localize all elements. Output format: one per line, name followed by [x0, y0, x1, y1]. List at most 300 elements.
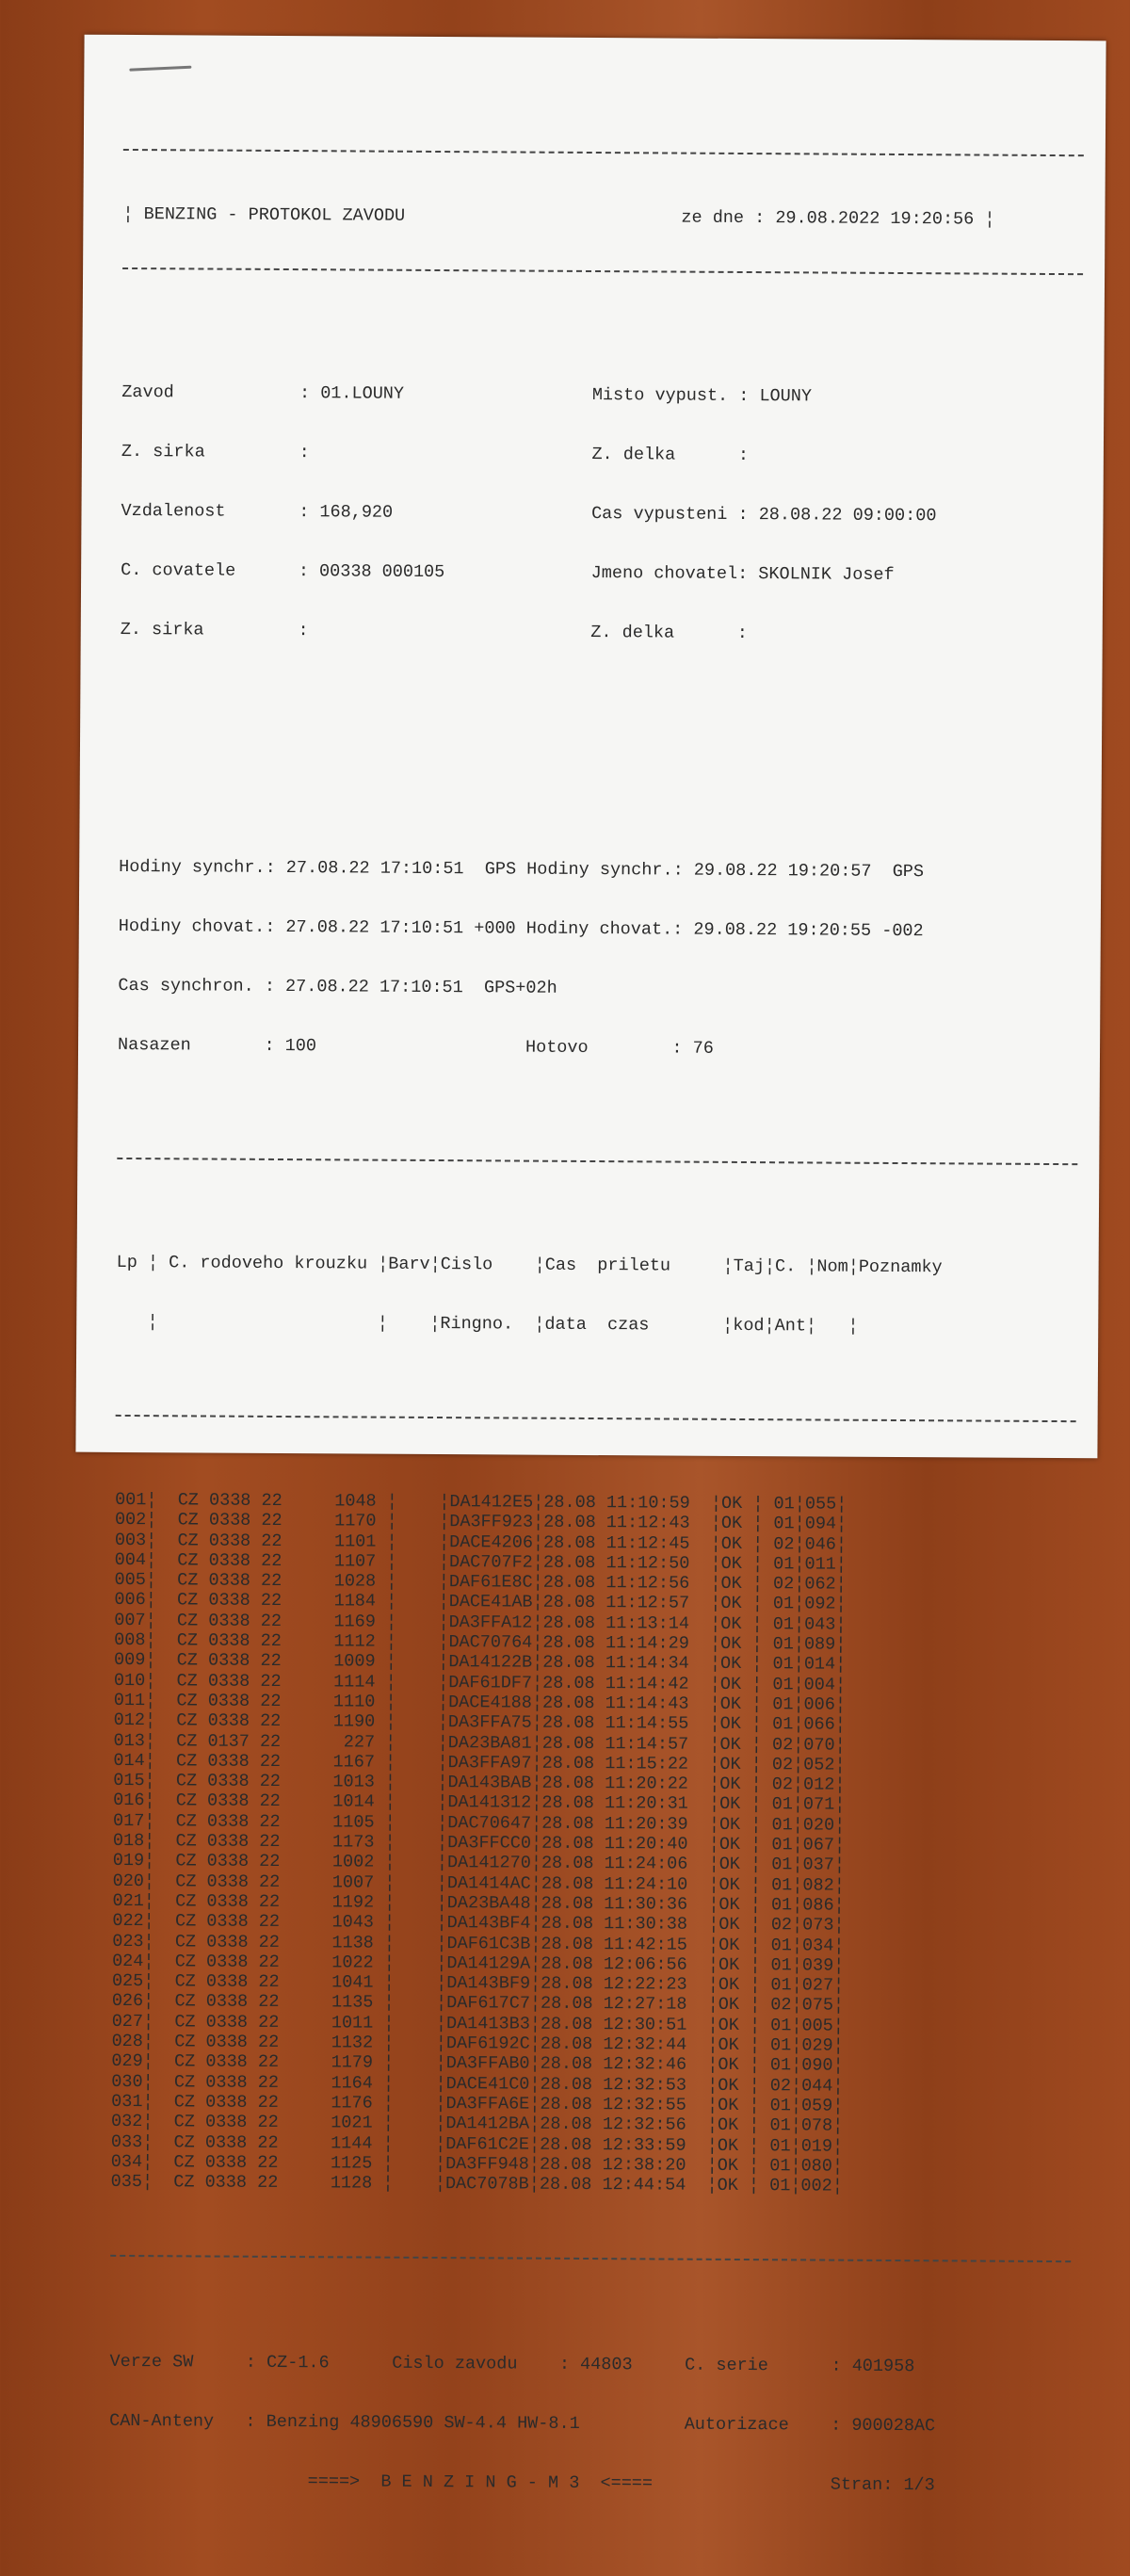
row-nom: 082¦	[802, 1875, 845, 1896]
row-antenna: 01¦	[772, 1634, 805, 1655]
row-nom: 078¦	[800, 2115, 844, 2136]
row-code: OK ¦	[720, 1533, 774, 1554]
row-time: 11:12:43 ¦	[605, 1513, 721, 1534]
sync-line: Hodiny synchr.: 27.08.22 17:10:51 GPS Hodiny synchr.: 29.08.22 19:20:57 GPS	[119, 856, 925, 883]
row-ring-number: 1167 ¦ ¦	[322, 1752, 448, 1773]
row-date: 28.08	[541, 1813, 605, 1834]
sync-line: Hodiny chovat.: 27.08.22 17:10:51 +000 Hodiny chovat.: 29.08.22 19:20:55 -002	[118, 915, 924, 942]
footer-line: CAN-Anteny : Benzing 48906590 SW-4.4 HW-8.1 Autorizace : 900028AC	[109, 2411, 936, 2437]
row-ring: CZ 0338 22	[175, 1851, 322, 1872]
row-chip: DACE41AB¦	[448, 1592, 543, 1613]
race-info	[120, 343, 1082, 685]
row-nom: 027¦	[801, 1975, 845, 1996]
row-code: OK ¦	[718, 2095, 770, 2116]
row-ring-number: 1179 ¦ ¦	[320, 2052, 446, 2074]
row-time: 11:15:22 ¦	[605, 1753, 720, 1774]
row-time: 11:20:22 ¦	[605, 1774, 720, 1795]
row-chip: DA1414AC¦	[446, 1872, 541, 1894]
row-ring: CZ 0338 22	[176, 1630, 324, 1652]
row-time: 11:30:36 ¦	[604, 1894, 719, 1915]
row-ring: CZ 0338 22	[176, 1611, 324, 1632]
row-nom: 080¦	[800, 2156, 844, 2177]
row-chip: DA143BF4¦	[446, 1913, 541, 1934]
row-code: OK ¦	[720, 1613, 773, 1634]
row-date: 28.08	[540, 2054, 604, 2075]
row-antenna: 01¦	[772, 1654, 804, 1675]
row-code: OK ¦	[718, 1874, 772, 1895]
row-date: 28.08	[540, 2033, 604, 2055]
row-nom: 090¦	[801, 2055, 844, 2076]
row-code: OK ¦	[719, 1774, 772, 1795]
row-ring-number: 1176 ¦ ¦	[320, 2093, 446, 2114]
dashed-separator	[116, 1415, 1076, 1433]
info-line: Vzdalenost : 168,920 Cas vypusteni : 28.08.22 09:00:00	[121, 500, 937, 527]
row-time: 11:24:10 ¦	[604, 1873, 719, 1895]
row-code: OK ¦	[720, 1594, 773, 1614]
row-lp: 017¦	[112, 1810, 176, 1832]
row-ring-number: 1043 ¦ ¦	[321, 1912, 447, 1934]
row-chip: DAF6192C¦	[445, 2033, 541, 2054]
row-date: 28.08	[541, 1712, 605, 1734]
row-nom: 011¦	[804, 1554, 847, 1575]
row-chip: DA3FF948¦	[445, 2153, 541, 2175]
row-time: 11:20:31 ¦	[604, 1793, 720, 1815]
row-lp: 022¦	[112, 1911, 176, 1932]
row-ring-number: 1002 ¦ ¦	[321, 1852, 448, 1873]
row-time: 12:06:56 ¦	[603, 1953, 719, 1975]
row-code: OK ¦	[720, 1574, 774, 1595]
row-code: OK ¦	[718, 2075, 770, 2096]
row-time: 12:32:44 ¦	[603, 2034, 718, 2055]
row-ring-number: 1022 ¦ ¦	[321, 1952, 447, 1973]
row-ring-number: 1028 ¦ ¦	[323, 1571, 449, 1593]
row-code: OK ¦	[718, 1954, 771, 1976]
row-antenna: 01¦	[772, 1694, 804, 1715]
row-ring-number: 1048 ¦ ¦	[324, 1491, 450, 1513]
row-lp: 006¦	[114, 1590, 178, 1611]
row-nom: 006¦	[803, 1694, 847, 1715]
row-antenna: 01¦	[771, 1874, 803, 1896]
row-lp: 020¦	[112, 1871, 176, 1891]
row-lp: 015¦	[113, 1771, 176, 1791]
row-ring-number: 1011 ¦ ¦	[320, 2012, 447, 2033]
row-nom: 046¦	[804, 1533, 848, 1555]
row-date: 28.08	[539, 2154, 603, 2175]
row-ring-number: 1101 ¦ ¦	[323, 1531, 450, 1552]
row-antenna: 01¦	[770, 1895, 803, 1916]
row-chip: DAF61C3B¦	[446, 1933, 541, 1954]
row-code: OK ¦	[719, 1674, 773, 1694]
row-antenna: 01¦	[773, 1494, 805, 1515]
row-code: OK ¦	[718, 2015, 771, 2035]
row-ring: CZ 0338 22	[177, 1490, 325, 1512]
row-code: OK ¦	[719, 1734, 773, 1755]
row-antenna: 02¦	[770, 1995, 802, 2016]
row-date: 28.08	[540, 2074, 604, 2095]
row-chip: DAC707F2¦	[448, 1551, 543, 1573]
row-antenna: 01¦	[770, 2015, 802, 2036]
row-nom: 012¦	[803, 1774, 846, 1795]
row-date: 28.08	[542, 1532, 606, 1553]
row-antenna: 01¦	[769, 2155, 801, 2177]
row-ring-number: 1132 ¦ ¦	[320, 2033, 446, 2054]
row-date: 28.08	[540, 2014, 604, 2034]
protocol-header	[122, 204, 1083, 230]
row-date: 28.08	[541, 1934, 605, 1954]
row-ring-number: 1135 ¦ ¦	[320, 1992, 447, 2014]
row-code: OK ¦	[718, 1995, 771, 2016]
row-ring-number: 1110 ¦ ¦	[322, 1692, 449, 1713]
row-ring-number: 1169 ¦ ¦	[323, 1612, 449, 1632]
row-ring-number: 1184 ¦ ¦	[323, 1591, 449, 1612]
row-code: OK ¦	[720, 1633, 773, 1655]
row-chip: DAC70764¦	[448, 1632, 543, 1653]
row-ring-number: 1107 ¦ ¦	[323, 1551, 450, 1572]
row-ring: CZ 0338 22	[175, 1790, 323, 1812]
row-ring: CZ 0338 22	[173, 2071, 321, 2093]
info-line: C. covatele : 00338 000105 Jmeno chovatel: SKOLNIK Josef	[121, 559, 895, 585]
row-date: 28.08	[542, 1572, 606, 1594]
row-ring: CZ 0338 22	[173, 2092, 321, 2114]
row-code: OK ¦	[718, 1935, 771, 1955]
row-time: 12:30:51 ¦	[603, 2014, 718, 2035]
row-nom: 044¦	[801, 2076, 844, 2097]
row-lp: 021¦	[112, 1890, 176, 1912]
row-ring-number: 1009 ¦ ¦	[323, 1651, 449, 1673]
row-nom: 092¦	[804, 1594, 847, 1615]
row-ring: CZ 0338 22	[175, 1751, 323, 1773]
row-code: OK ¦	[719, 1714, 773, 1735]
row-code: OK ¦	[718, 1814, 772, 1835]
row-date: 28.08	[542, 1653, 605, 1674]
printout-page	[75, 35, 1106, 2496]
row-ring: CZ 0338 22	[175, 1771, 323, 1792]
row-ring: CZ 0338 22	[173, 2152, 320, 2174]
row-chip: DA14129A¦	[446, 1952, 541, 1974]
row-antenna: 01¦	[770, 1935, 803, 1955]
row-nom: 043¦	[804, 1614, 847, 1635]
row-ring: CZ 0338 22	[174, 2051, 321, 2073]
row-chip: DA1412BA¦	[445, 2114, 541, 2134]
row-antenna: 02¦	[769, 2075, 802, 2097]
row-lp: 026¦	[111, 1991, 175, 2012]
protocol-title: ¦ BENZING - PROTOKOL ZAVODU	[122, 203, 406, 226]
row-date: 28.08	[543, 1513, 606, 1533]
row-lp: 030¦	[111, 2071, 175, 2092]
row-date: 28.08	[541, 1753, 605, 1774]
row-date: 28.08	[541, 1693, 605, 1714]
row-time: 11:12:57 ¦	[605, 1593, 721, 1614]
row-antenna: 01¦	[769, 2135, 801, 2156]
row-antenna: 02¦	[771, 1734, 804, 1755]
row-nom: 002¦	[800, 2176, 843, 2196]
row-antenna: 01¦	[772, 1674, 804, 1695]
row-date: 28.08	[542, 1612, 606, 1633]
row-ring-number: 1125 ¦ ¦	[319, 2153, 446, 2174]
row-nom: 073¦	[802, 1915, 845, 1936]
arrival-table	[111, 1490, 1076, 2198]
row-time: 11:12:56 ¦	[605, 1573, 721, 1595]
row-date: 28.08	[542, 1552, 606, 1574]
row-ring: CZ 0338 22	[176, 1691, 323, 1712]
row-chip: DACE4206¦	[449, 1531, 544, 1553]
row-chip: DA14122B¦	[448, 1652, 543, 1674]
row-date: 28.08	[541, 1793, 605, 1814]
row-date: 28.08	[541, 1953, 605, 1974]
row-code: OK ¦	[719, 1794, 772, 1815]
row-nom: 055¦	[804, 1494, 848, 1515]
row-lp: 016¦	[113, 1790, 176, 1811]
row-lp: 025¦	[111, 1971, 175, 1992]
row-code: OK ¦	[718, 1834, 772, 1855]
row-time: 12:32:56 ¦	[602, 2114, 718, 2136]
row-nom: 089¦	[803, 1634, 847, 1655]
row-nom: 029¦	[801, 2035, 844, 2056]
row-ring-number: 1112 ¦ ¦	[323, 1631, 449, 1653]
row-antenna: 01¦	[769, 2035, 802, 2056]
dashed-separator	[122, 267, 1083, 285]
row-lp: 033¦	[110, 2131, 174, 2152]
row-nom: 071¦	[802, 1794, 846, 1816]
clock-sync-info	[118, 818, 1080, 1100]
row-nom: 020¦	[802, 1815, 846, 1836]
row-lp: 019¦	[112, 1851, 176, 1871]
row-lp: 027¦	[111, 2011, 175, 2033]
row-ring-number: 1114 ¦ ¦	[322, 1671, 449, 1693]
row-date: 28.08	[541, 1973, 604, 1995]
row-ring-number: 1144 ¦ ¦	[319, 2132, 446, 2154]
row-nom: 039¦	[801, 1955, 845, 1976]
row-lp: 012¦	[113, 1710, 177, 1731]
row-time: 12:33:59 ¦	[602, 2134, 718, 2156]
row-ring: CZ 0338 22	[177, 1510, 325, 1531]
row-date: 28.08	[543, 1492, 607, 1514]
dashed-separator	[123, 149, 1084, 167]
row-ring: CZ 0338 22	[174, 1971, 322, 1993]
row-antenna: 02¦	[772, 1574, 805, 1595]
row-date: 28.08	[540, 2134, 603, 2155]
protocol-date: ze dne : 29.08.2022 19:20:56 ¦	[681, 207, 995, 230]
row-chip: DA3FFAB0¦	[445, 2053, 541, 2075]
row-chip: DA3FF923¦	[449, 1512, 544, 1533]
footer-line: Verze SW : CZ-1.6 Cislo zavodu : 44803 C. serie : 401958	[109, 2352, 915, 2377]
info-line: Zavod : 01.LOUNY Misto vypust. : LOUNY	[121, 381, 813, 407]
row-ring: CZ 0338 22	[176, 1710, 323, 1732]
footer-line: ====> B E N Z I N G - M 3 <==== Stran: 1/3	[108, 2471, 935, 2496]
row-time: 12:27:18 ¦	[603, 1994, 718, 2016]
row-lp: 032¦	[111, 2112, 174, 2132]
row-code: OK ¦	[717, 2135, 770, 2156]
row-lp: 009¦	[113, 1650, 177, 1671]
table-header-line: ¦ ¦ ¦Ringno. ¦data czas ¦kod¦Ant¦ ¦	[116, 1311, 859, 1337]
row-time: 11:12:45 ¦	[605, 1532, 721, 1554]
row-time: 11:20:40 ¦	[604, 1834, 719, 1855]
row-lp: 007¦	[114, 1610, 178, 1631]
row-date: 28.08	[541, 1893, 605, 1915]
row-chip: DA141312¦	[447, 1792, 542, 1814]
row-chip: DA143BAB¦	[447, 1773, 542, 1793]
row-lp: 010¦	[113, 1670, 177, 1692]
row-lp: 024¦	[112, 1951, 175, 1972]
row-ring-number: 1173 ¦ ¦	[321, 1832, 448, 1854]
row-ring: CZ 0338 22	[176, 1671, 324, 1692]
row-ring: CZ 0137 22	[176, 1730, 323, 1752]
row-ring: CZ 0338 22	[175, 1891, 322, 1913]
row-time: 11:14:43 ¦	[605, 1693, 720, 1714]
row-code: OK ¦	[720, 1553, 774, 1575]
row-ring-number: 1190 ¦ ¦	[322, 1711, 449, 1733]
row-ring: CZ 0338 22	[173, 2172, 320, 2194]
row-antenna: 01¦	[772, 1594, 805, 1614]
row-code: OK ¦	[717, 2175, 770, 2196]
row-lp: 029¦	[111, 2051, 175, 2072]
row-ring-number: 227 ¦ ¦	[322, 1731, 448, 1753]
row-chip: DACE41C0¦	[445, 2073, 541, 2095]
row-nom: 062¦	[804, 1574, 847, 1595]
row-time: 11:14:34 ¦	[605, 1653, 721, 1675]
row-nom: 086¦	[802, 1895, 845, 1916]
row-date: 28.08	[542, 1632, 606, 1654]
row-chip: DA23BA48¦	[446, 1893, 541, 1914]
row-time: 12:38:20 ¦	[602, 2154, 718, 2176]
row-ring: CZ 0338 22	[174, 2032, 321, 2053]
row-code: OK ¦	[720, 1493, 774, 1515]
dashed-separator	[117, 1158, 1077, 1175]
row-ring-number: 1128 ¦ ¦	[319, 2173, 446, 2195]
row-antenna: 01¦	[772, 1714, 804, 1735]
row-antenna: 01¦	[773, 1514, 805, 1534]
row-lp: 031¦	[111, 2091, 174, 2113]
protocol-footer	[108, 2312, 1070, 2535]
row-chip: DAF61DF7¦	[448, 1672, 543, 1693]
row-lp: 008¦	[114, 1630, 177, 1651]
row-date: 28.08	[542, 1673, 605, 1693]
row-nom: 034¦	[801, 1935, 845, 1956]
row-nom: 005¦	[801, 2016, 844, 2036]
row-code: OK ¦	[718, 1894, 772, 1916]
row-antenna: 01¦	[769, 2055, 802, 2076]
row-date: 28.08	[542, 1593, 606, 1613]
row-ring-number: 1170 ¦ ¦	[323, 1511, 450, 1532]
row-code: OK ¦	[719, 1754, 772, 1775]
info-line: Z. sirka : Z. delka :	[121, 441, 750, 466]
row-ring: CZ 0338 22	[175, 1871, 322, 1892]
row-time: 11:42:15 ¦	[604, 1934, 719, 1955]
row-lp: 028¦	[111, 2031, 175, 2052]
row-time: 11:14:42 ¦	[605, 1673, 720, 1694]
row-ring: CZ 0338 22	[177, 1550, 324, 1572]
row-date: 28.08	[540, 2114, 603, 2135]
row-lp: 002¦	[114, 1510, 178, 1531]
row-chip: DA3FFA75¦	[447, 1712, 542, 1733]
row-nom: 004¦	[803, 1675, 847, 1695]
row-ring-number: 1013 ¦ ¦	[322, 1772, 448, 1793]
race-protocol	[108, 86, 1084, 2576]
row-time: 11:14:57 ¦	[605, 1733, 720, 1755]
row-code: OK ¦	[720, 1514, 774, 1534]
row-chip: DA1412E5¦	[449, 1492, 544, 1513]
row-time: 11:24:06 ¦	[604, 1854, 719, 1875]
row-ring-number: 1192 ¦ ¦	[321, 1892, 447, 1914]
row-nom: 075¦	[801, 1995, 845, 2017]
staple	[129, 66, 191, 72]
row-ring: CZ 0338 22	[176, 1650, 324, 1672]
row-antenna: 02¦	[771, 1755, 804, 1775]
row-ring-number: 1164 ¦ ¦	[320, 2072, 446, 2094]
row-chip: DAF61C2E¦	[445, 2133, 541, 2155]
row-lp: 003¦	[114, 1530, 178, 1550]
info-line: Z. sirka : Z. delka :	[120, 619, 748, 644]
row-chip: DA3FFA97¦	[447, 1752, 542, 1774]
row-ring-number: 1014 ¦ ¦	[322, 1791, 448, 1813]
row-time: 12:44:54 ¦	[602, 2175, 718, 2195]
row-nom: 037¦	[802, 1855, 846, 1876]
row-antenna: 02¦	[773, 1533, 805, 1554]
row-code: OK ¦	[718, 1855, 772, 1875]
row-ring: CZ 0338 22	[174, 1931, 322, 1952]
row-date: 28.08	[539, 2174, 603, 2195]
row-antenna: 01¦	[769, 2096, 802, 2116]
row-chip: DA141270¦	[446, 1853, 542, 1874]
dashed-separator	[110, 2255, 1071, 2273]
row-date: 28.08	[541, 1873, 605, 1894]
row-ring-number: 1041 ¦ ¦	[320, 1972, 447, 1994]
row-chip: DA1413B3¦	[445, 2013, 541, 2034]
row-antenna: 01¦	[771, 1855, 803, 1875]
row-time: 11:30:38 ¦	[604, 1914, 719, 1936]
row-chip: DA23BA81¦	[447, 1732, 542, 1754]
row-date: 28.08	[541, 1833, 605, 1855]
row-antenna: 01¦	[771, 1794, 804, 1815]
row-antenna: 01¦	[772, 1613, 805, 1635]
row-time: 11:14:29 ¦	[605, 1633, 721, 1654]
row-ring: CZ 0338 22	[174, 1952, 322, 1973]
row-code: OK ¦	[719, 1693, 773, 1715]
sync-line: Cas synchron. : 27.08.22 17:10:51 GPS+02h	[118, 975, 557, 998]
row-code: OK ¦	[717, 2115, 770, 2136]
row-antenna: 01¦	[770, 1975, 802, 1996]
row-ring: CZ 0338 22	[173, 2112, 321, 2133]
row-chip: DAF617C7¦	[446, 1993, 541, 2015]
row-time: 11:14:55 ¦	[605, 1713, 720, 1735]
sync-line: Nasazen : 100 Hotovo : 76	[117, 1034, 714, 1059]
row-ring-number: 1105 ¦ ¦	[322, 1812, 448, 1833]
row-antenna: 01¦	[771, 1814, 803, 1836]
row-ring: CZ 0338 22	[177, 1590, 324, 1612]
row-date: 28.08	[540, 1994, 604, 2015]
row-chip: DA143BF9¦	[446, 1973, 541, 1994]
row-chip: DAC7078B¦	[444, 2174, 540, 2195]
row-nom: 014¦	[803, 1654, 847, 1676]
row-chip: DAF61E8C¦	[448, 1572, 543, 1593]
row-antenna: 01¦	[773, 1554, 805, 1575]
row-antenna: 01¦	[769, 2176, 801, 2196]
row-lp: 014¦	[113, 1750, 177, 1772]
row-time: 12:32:55 ¦	[602, 2095, 718, 2115]
row-chip: DA3FFCC0¦	[447, 1833, 542, 1854]
row-antenna: 01¦	[771, 1835, 803, 1855]
row-code: OK ¦	[718, 2055, 770, 2076]
row-chip: DA3FFA12¦	[448, 1612, 543, 1633]
row-time: 11:12:50 ¦	[605, 1553, 721, 1574]
row-time: 11:10:59 ¦	[605, 1493, 722, 1514]
row-nom: 094¦	[804, 1514, 848, 1534]
row-code: OK ¦	[719, 1654, 773, 1675]
row-chip: DAC70647¦	[447, 1812, 542, 1834]
row-lp: 034¦	[110, 2151, 174, 2173]
row-ring: CZ 0338 22	[174, 1911, 322, 1933]
table-header-line: Lp ¦ C. rodoveho krouzku ¦Barv¦Cislo ¦Cas priletu ¦Taj¦C. ¦Nom¦Poznamky	[116, 1252, 943, 1278]
